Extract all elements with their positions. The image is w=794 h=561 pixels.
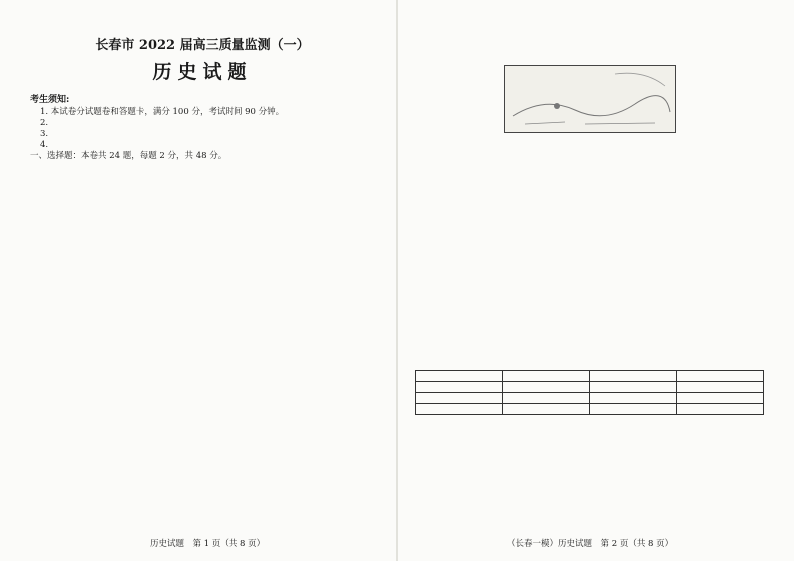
question-option [597, 224, 765, 235]
question-option [210, 272, 376, 283]
question-stem-line [415, 356, 764, 367]
question-stem-line [30, 415, 375, 426]
question-block [30, 283, 375, 338]
question-stem-line [30, 305, 375, 316]
question-stem-line [415, 50, 764, 61]
question-option [429, 147, 597, 158]
question-option [597, 334, 765, 345]
question-block [415, 202, 764, 246]
question-option [597, 180, 765, 191]
question-option [597, 235, 765, 246]
question-stem-line [415, 28, 764, 39]
question-option [210, 481, 376, 492]
question-7 [415, 28, 764, 61]
table-cell [590, 404, 677, 415]
question-option [597, 323, 765, 334]
table-row [416, 393, 764, 404]
question-options [415, 268, 764, 290]
question-stem-line [415, 345, 764, 356]
question-stem-line [30, 239, 375, 250]
question-option [44, 316, 210, 327]
question-option [210, 426, 376, 437]
question-stem-line [30, 173, 375, 184]
question-option [210, 206, 376, 217]
question-option [44, 261, 210, 272]
table-cell [503, 393, 590, 404]
table-cell [677, 404, 764, 415]
notice-item: 3. [40, 129, 49, 139]
painting-sketch-icon [505, 66, 675, 132]
notice-heading: 考生须知: [30, 95, 70, 105]
table-cell [416, 382, 503, 393]
page-footer-right: （长春一模）历史试题 第 2 页（共 8 页） [507, 539, 674, 549]
question-option [429, 180, 597, 191]
question-stem-line [30, 217, 375, 228]
exam-title: 长春市 2022 届高三质量监测（一） [95, 38, 310, 53]
question-block [30, 217, 375, 283]
question-option [429, 334, 597, 345]
table-header-cell [590, 371, 677, 382]
question-block [415, 290, 764, 345]
question-option [44, 206, 210, 217]
table-header-row [416, 371, 764, 382]
left-questions [30, 173, 375, 492]
right-questions [415, 158, 764, 345]
table-header-cell [503, 371, 590, 382]
question-option [210, 316, 376, 327]
question-option [597, 419, 765, 430]
question-options [30, 195, 375, 217]
question-options [30, 316, 375, 338]
figure-painting [504, 65, 676, 133]
table-cell [416, 393, 503, 404]
question-block [30, 173, 375, 217]
question-option [429, 136, 597, 147]
question-option [597, 191, 765, 202]
question-block [415, 158, 764, 202]
question-options [415, 323, 764, 345]
question-option [597, 268, 765, 279]
question-stem-line [415, 39, 764, 50]
question-stem-line [30, 283, 375, 294]
question-stem-line [415, 213, 764, 224]
question-option [210, 327, 376, 338]
question-stem-line [30, 448, 375, 459]
question-option [597, 147, 765, 158]
question-stem-line [415, 257, 764, 268]
question-options [415, 224, 764, 246]
page-footer: 历史试题 第 1 页（共 8 页） [150, 539, 266, 549]
notice-item: 1. 本试卷分试题卷和答题卡，满分 100 分，考试时间 90 分钟。 [40, 107, 285, 117]
table-cell [416, 404, 503, 415]
question-stem-line [30, 349, 375, 360]
question-option [597, 136, 765, 147]
question-stem-line [415, 202, 764, 213]
table-body [416, 382, 764, 415]
question-stem-line [415, 290, 764, 301]
table-cell [590, 393, 677, 404]
question-options [415, 180, 764, 202]
question-stem-line [415, 169, 764, 180]
question-option [429, 191, 597, 202]
question-option [429, 430, 597, 441]
question-option [429, 224, 597, 235]
question-block [30, 393, 375, 448]
question-options [30, 261, 375, 283]
question-block [30, 448, 375, 492]
table-header-cell [416, 371, 503, 382]
table-cell [503, 404, 590, 415]
question-stem-line [415, 158, 764, 169]
question-stem-line [30, 459, 375, 470]
question-stem-line [30, 404, 375, 415]
question-option [429, 279, 597, 290]
question-option [210, 382, 376, 393]
question-option [210, 195, 376, 206]
subject-title: 历史试题 [152, 61, 253, 83]
question-stem-line [30, 393, 375, 404]
table-cell [677, 382, 764, 393]
question-option [597, 279, 765, 290]
data-table [415, 370, 764, 415]
question-stem-line [30, 228, 375, 239]
question-stem-line [30, 338, 375, 349]
question-stem-line [415, 246, 764, 257]
question-option [44, 470, 210, 481]
question-option [597, 430, 765, 441]
question-option [44, 272, 210, 283]
table-cell [677, 393, 764, 404]
table-question-options [415, 419, 764, 441]
notice-item: 4. [40, 140, 49, 150]
section-note [30, 162, 375, 173]
table-cell [590, 382, 677, 393]
question-stem-line [30, 294, 375, 305]
question-stem-line [415, 301, 764, 312]
question-option [210, 437, 376, 448]
question-option [210, 261, 376, 272]
question-stem-line [30, 184, 375, 195]
question-option [429, 419, 597, 430]
section-heading: 一、选择题：本卷共 24 题，每题 2 分，共 48 分。 [30, 151, 227, 161]
question-12 [415, 345, 764, 367]
question-option [429, 323, 597, 334]
question-option [429, 235, 597, 246]
question-options [30, 371, 375, 393]
figure-question-options [415, 136, 764, 158]
table-header-cell [677, 371, 764, 382]
question-option [44, 371, 210, 382]
question-option [44, 382, 210, 393]
table-row [416, 404, 764, 415]
question-option [44, 437, 210, 448]
question-option [44, 426, 210, 437]
question-stem-line [415, 312, 764, 323]
question-option [44, 327, 210, 338]
question-block [415, 246, 764, 290]
question-stem-line [30, 250, 375, 261]
question-stem-line [30, 360, 375, 371]
question-option [44, 481, 210, 492]
question-option [210, 371, 376, 382]
right-page [397, 0, 794, 561]
question-options [30, 470, 375, 492]
table-row [416, 382, 764, 393]
question-option [44, 195, 210, 206]
notice-list [30, 107, 375, 151]
question-option [429, 268, 597, 279]
question-option [210, 470, 376, 481]
question-options [30, 426, 375, 448]
notice-item: 2. [40, 118, 49, 128]
table-cell [503, 382, 590, 393]
question-block [30, 338, 375, 393]
